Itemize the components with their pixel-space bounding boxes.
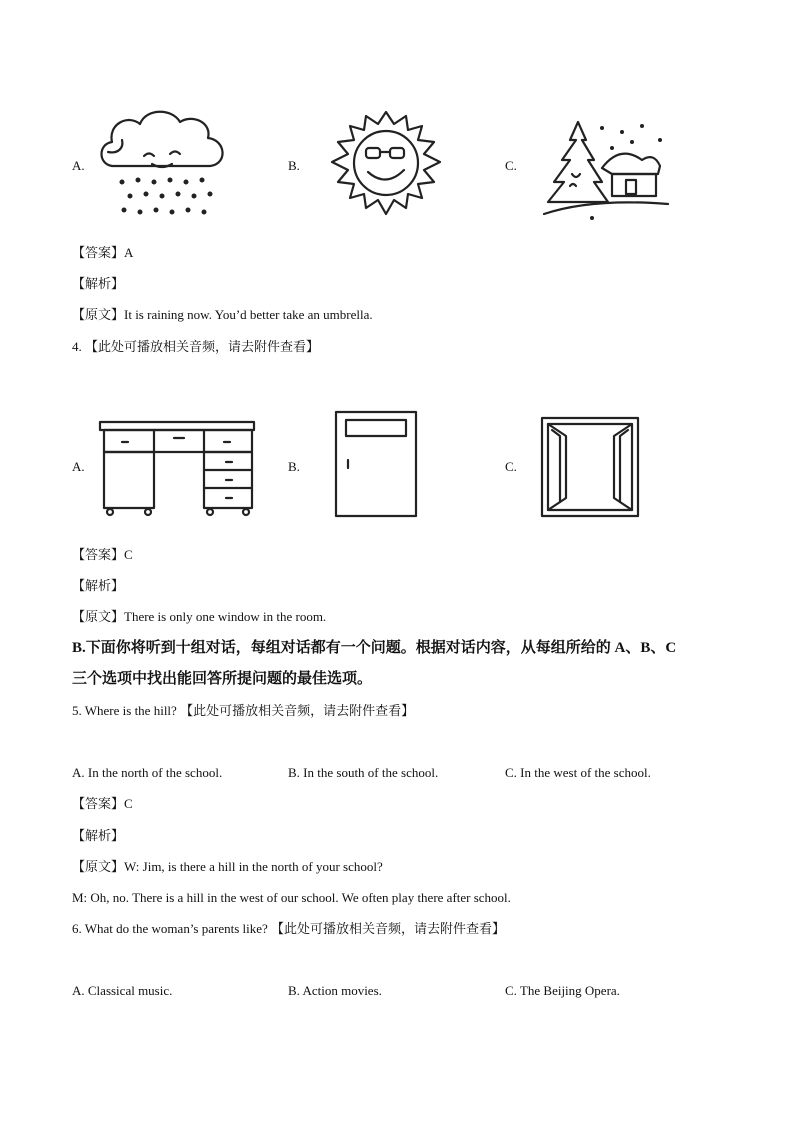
snowy-house-icon bbox=[542, 118, 672, 222]
q4-analysis: 【解析】 bbox=[72, 578, 125, 593]
q3-option-a-label: A. bbox=[72, 158, 85, 173]
q5-option-b: B. In the south of the school. bbox=[288, 765, 439, 780]
q3-option-c-label: C. bbox=[505, 158, 517, 173]
q3-analysis: 【解析】 bbox=[72, 276, 125, 291]
q4-option-b-label: B. bbox=[288, 459, 300, 474]
rain-cloud-icon bbox=[94, 104, 234, 224]
q6-option-b: B. Action movies. bbox=[288, 983, 382, 998]
q4-option-c-label: C. bbox=[505, 459, 517, 474]
sun-icon bbox=[318, 108, 454, 218]
q3-transcript: 【原文】It is raining now. You’d better take an umbrella. bbox=[72, 307, 373, 322]
q5-header: 5. Where is the hill? 【此处可播放相关音频，请去附件查看】 bbox=[72, 703, 415, 718]
q5-transcript-line2: M: Oh, no. There is a hill in the west of our school. We often play there after school. bbox=[72, 890, 511, 905]
door-icon bbox=[334, 410, 418, 518]
q6-option-a: A. Classical music. bbox=[72, 983, 173, 998]
q5-option-c: C. In the west of the school. bbox=[505, 765, 651, 780]
q4-answer: 【答案】C bbox=[72, 547, 133, 562]
section-b-instructions-line1: B.下面你将听到十组对话，每组对话都有一个问题。根据对话内容，从每组所给的 A、B、C bbox=[72, 640, 677, 656]
q5-option-a: A. In the north of the school. bbox=[72, 765, 223, 780]
q6-option-c: C. The Beijing Opera. bbox=[505, 983, 620, 998]
q4-option-a-label: A. bbox=[72, 459, 85, 474]
q5-analysis: 【解析】 bbox=[72, 828, 125, 843]
q3-answer: 【答案】A bbox=[72, 245, 134, 260]
q4-header: 4. 【此处可播放相关音频，请去附件查看】 bbox=[72, 339, 320, 354]
q4-transcript: 【原文】There is only one window in the room. bbox=[72, 609, 327, 624]
q6-header: 6. What do the woman’s parents like? 【此处可播放相关音频，请去附件查看】 bbox=[72, 921, 506, 936]
q5-transcript-line1: 【原文】W: Jim, is there a hill in the north of your school? bbox=[72, 859, 383, 874]
section-b-instructions-line2: 三个选项中找出能回答所提问题的最佳选项。 bbox=[72, 671, 373, 687]
q5-answer: 【答案】C bbox=[72, 796, 133, 811]
desk-icon bbox=[96, 416, 258, 518]
window-icon bbox=[540, 416, 640, 518]
q3-option-b-label: B. bbox=[288, 158, 300, 173]
